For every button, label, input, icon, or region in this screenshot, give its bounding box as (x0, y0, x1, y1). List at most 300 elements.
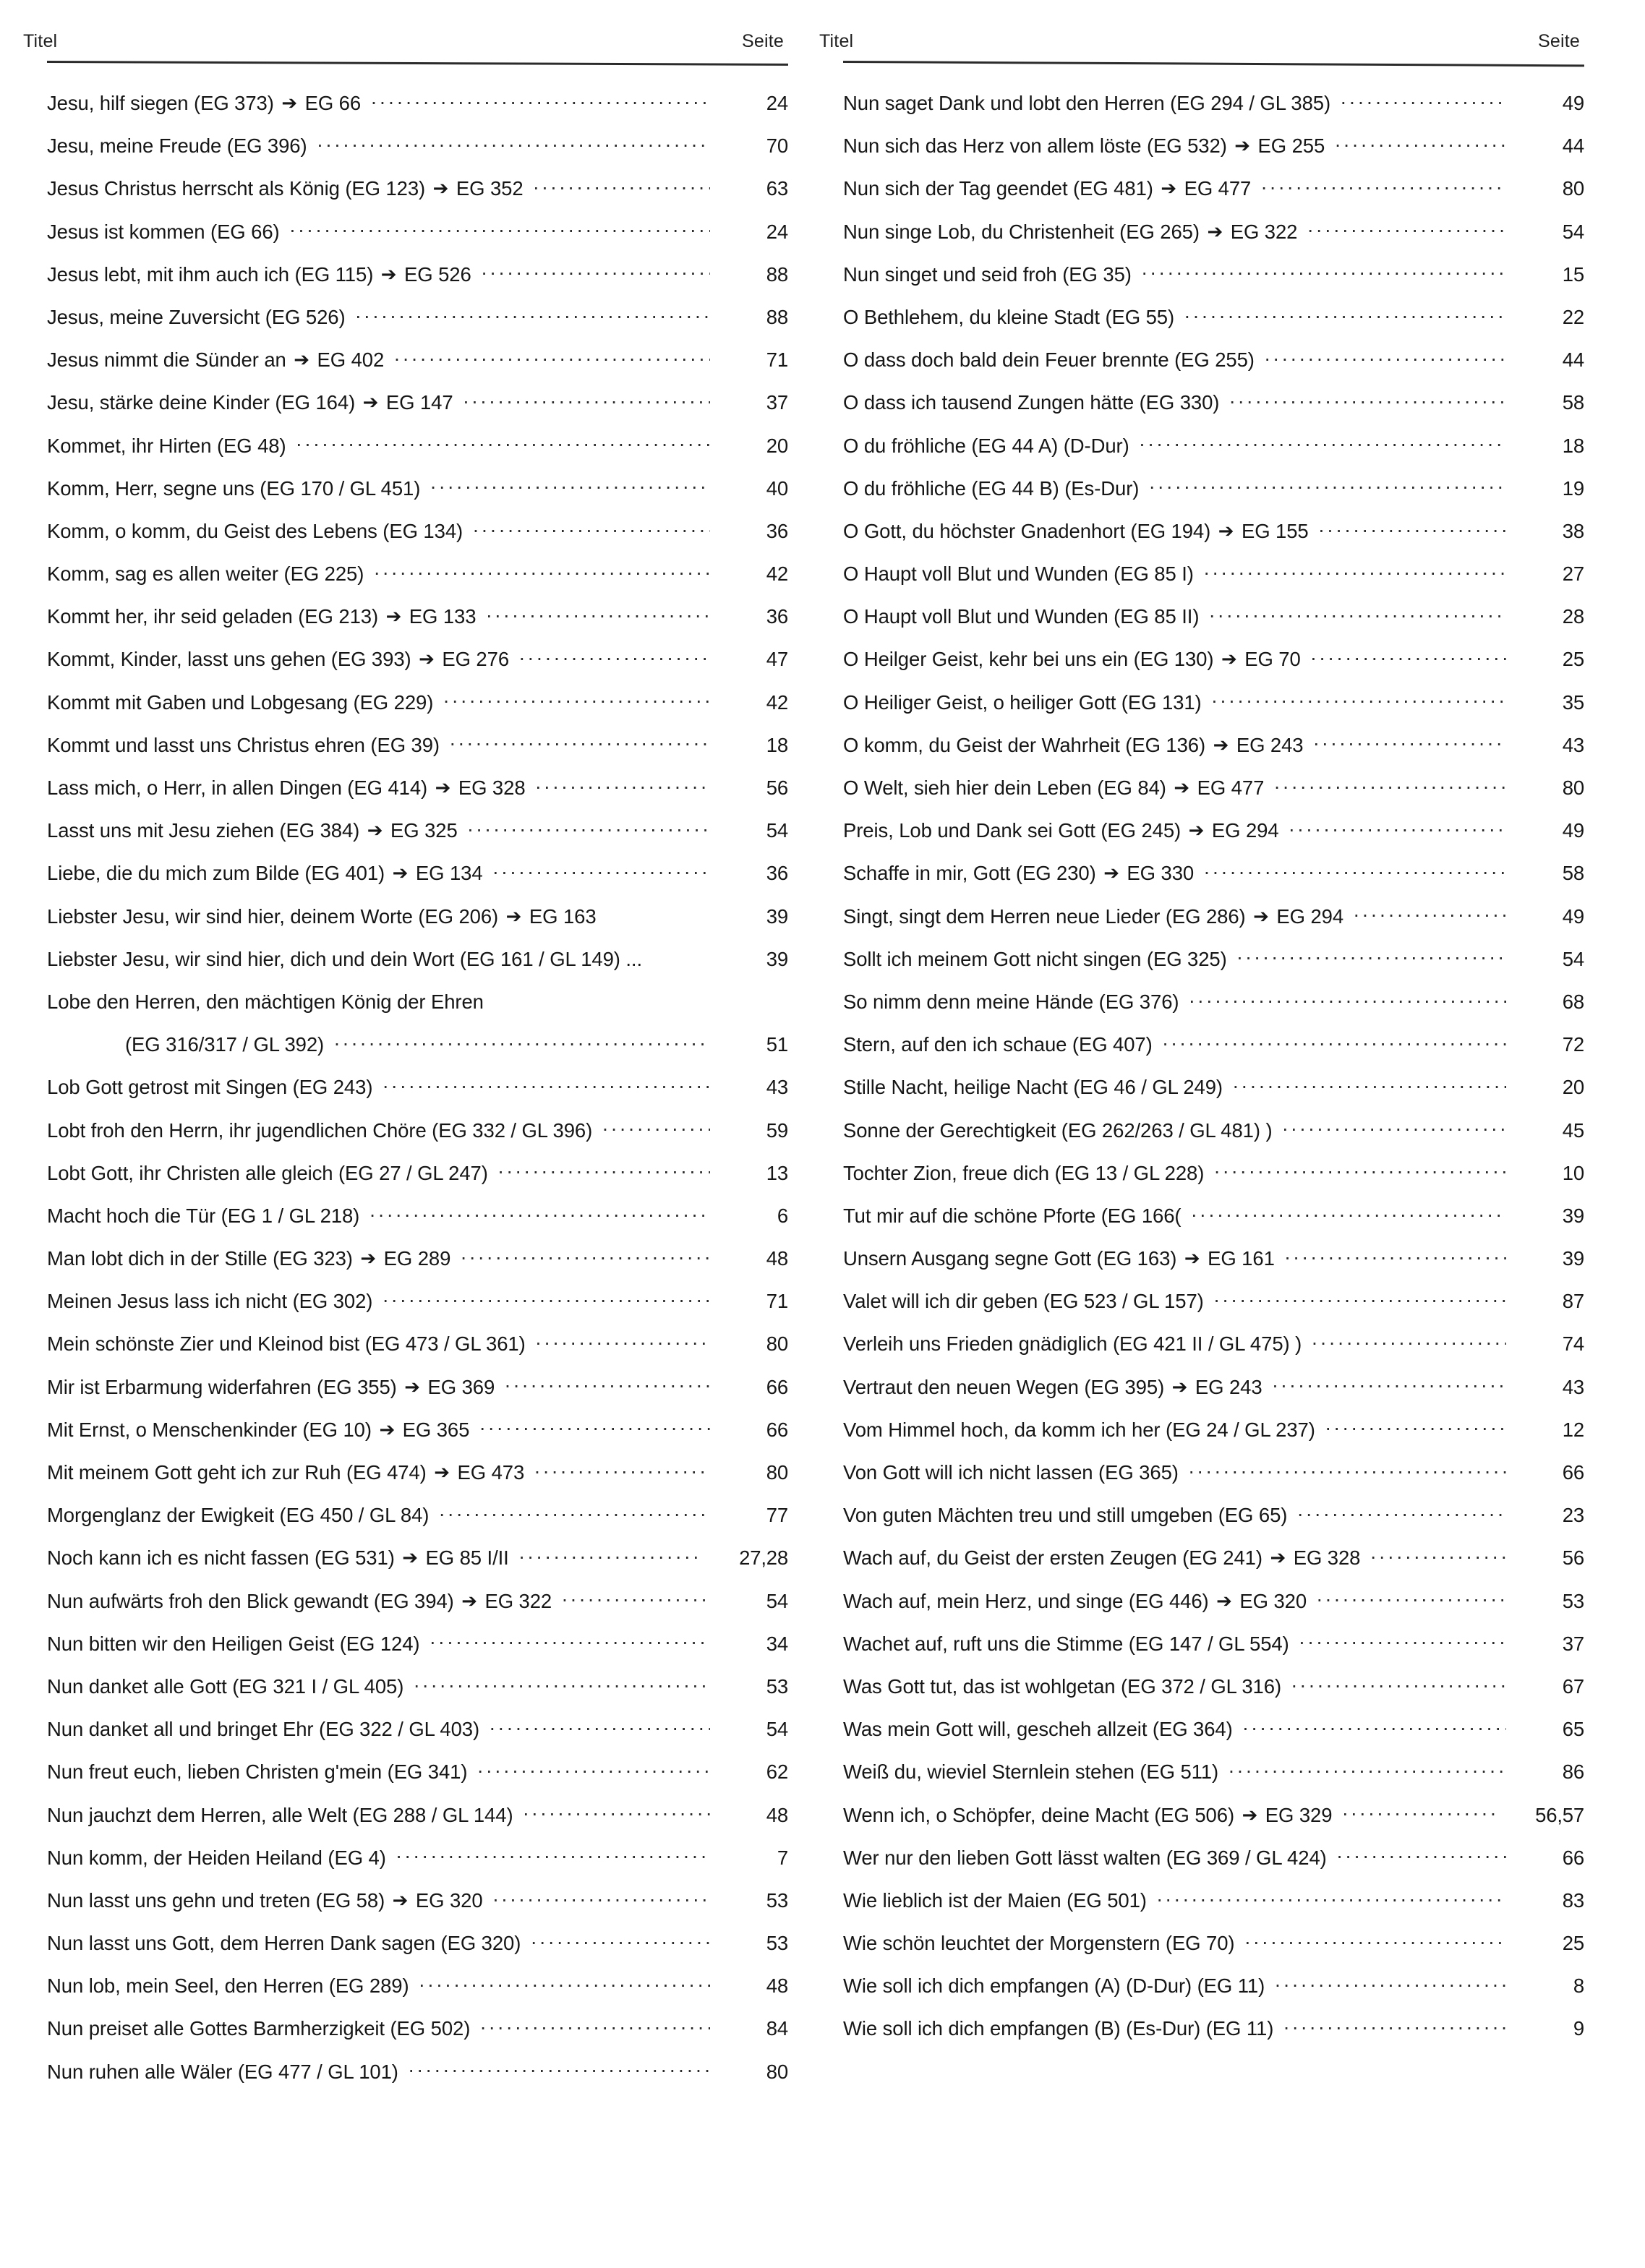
index-entry-page-number: 66 (1562, 1461, 1584, 1484)
index-entry-title: O Bethlehem, du kleine Stadt (EG 55) (843, 305, 1175, 328)
arrow-right-icon: ➔ (419, 648, 435, 670)
index-entry-row[interactable] (47, 338, 788, 381)
index-entry-row[interactable] (47, 167, 788, 210)
index-entry-title: Von guten Mächten treu und still umgeben (EG 65) (843, 1504, 1288, 1527)
index-entry-row[interactable] (843, 424, 1584, 467)
dot-leader (602, 1117, 710, 1137)
index-entry-row[interactable] (47, 1023, 788, 1066)
index-entry-title: Wie lieblich ist der Maien (EG 501) (843, 1888, 1147, 1912)
index-entry-row[interactable] (843, 510, 1584, 552)
index-entry-title: Preis, Lob und Dank sei Gott (EG 245) ➔ EG 294 (843, 819, 1279, 842)
dot-leader (652, 946, 710, 966)
index-entry-page-number: 84 (766, 2017, 788, 2040)
dot-leader (374, 561, 710, 581)
index-entry-row[interactable] (843, 1194, 1584, 1237)
index-entry-row[interactable] (843, 980, 1584, 1023)
index-entry-title: Tochter Zion, freue dich (EG 13 / GL 228) (843, 1161, 1205, 1184)
arrow-right-icon: ➔ (1174, 776, 1190, 798)
index-entry-row[interactable] (47, 1622, 788, 1665)
index-entry-row[interactable] (843, 1708, 1584, 1750)
index-entry-row[interactable] (843, 1879, 1584, 1922)
dot-leader (486, 604, 710, 624)
index-entry-page-number: 35 (1562, 690, 1584, 714)
arrow-right-icon: ➔ (294, 348, 309, 371)
index-entry-row[interactable] (843, 338, 1584, 381)
index-entry-title: Vom Himmel hoch, da komm ich her (EG 24 / GL 237) (843, 1418, 1315, 1441)
index-entry-row[interactable] (843, 1665, 1584, 1708)
column-header-title-label: Titel (819, 31, 854, 51)
dot-leader (1285, 1246, 1506, 1266)
dot-leader (1184, 304, 1506, 324)
index-entry-page-number: 18 (766, 733, 788, 756)
index-entry-page-number: 49 (1562, 904, 1584, 928)
index-entry-row[interactable] (47, 124, 788, 167)
index-entry-row[interactable] (843, 1580, 1584, 1622)
dot-leader (494, 988, 710, 1009)
dot-leader (1341, 90, 1506, 111)
index-entry-row[interactable] (47, 895, 788, 938)
index-entry-row[interactable] (47, 766, 788, 809)
dot-leader (1307, 218, 1506, 239)
dot-leader (1313, 732, 1506, 752)
index-entry-page-number: 48 (766, 1247, 788, 1270)
index-entry-row[interactable] (47, 681, 788, 724)
index-entry-title: Lass mich, o Herr, in allen Dingen (EG 414) ➔ EG 328 (47, 776, 526, 799)
dot-leader (1140, 432, 1506, 453)
index-entry-page-number: 54 (766, 1589, 788, 1612)
index-entry-page-number: 9 (1573, 2017, 1584, 2040)
index-entry-title: Kommt, Kinder, lasst uns gehen (EG 393) ➔ EG 276 (47, 648, 510, 671)
dot-leader (562, 1588, 710, 1608)
index-entry-row[interactable] (843, 1322, 1584, 1365)
index-entry-row[interactable] (47, 467, 788, 510)
index-entry-row[interactable] (843, 595, 1584, 638)
arrow-right-icon: ➔ (281, 92, 298, 114)
index-entry-page-number: 53 (766, 1888, 788, 1912)
index-entry-row[interactable] (47, 1194, 788, 1237)
arrow-right-icon: ➔ (1253, 904, 1269, 927)
dot-leader (356, 304, 710, 324)
index-entry-title: Was mein Gott will, gescheh allzeit (EG 364) (843, 1718, 1233, 1741)
index-entry-row[interactable] (843, 809, 1584, 852)
dot-leader (1319, 518, 1506, 538)
dot-leader (1233, 1074, 1506, 1095)
arrow-right-icon: ➔ (1207, 220, 1223, 242)
index-entry-row[interactable] (47, 1794, 788, 1836)
index-entry-title: Komm, sag es allen weiter (EG 225) (47, 562, 364, 586)
index-entry-page-number: 63 (766, 177, 788, 200)
index-entry-row[interactable] (843, 210, 1584, 253)
index-entry-row[interactable] (843, 1280, 1584, 1322)
index-entry-row[interactable] (47, 938, 788, 980)
index-entry-row[interactable] (843, 766, 1584, 809)
index-entry-row[interactable] (843, 1750, 1584, 1793)
index-entry-row[interactable] (47, 1922, 788, 1964)
index-entry-row[interactable] (47, 1280, 788, 1322)
index-entry-row[interactable] (843, 1922, 1584, 1964)
index-entry-title: Jesu, stärke deine Kinder (EG 164) ➔ EG 147 (47, 391, 453, 414)
index-entry-title: (EG 316/317 / GL 392) (125, 1033, 325, 1056)
index-entry-page-number: 36 (766, 519, 788, 542)
index-entry-title: Schaffe in mir, Gott (EG 230) ➔ EG 330 (843, 862, 1195, 885)
index-entry-page-number: 74 (1562, 1332, 1584, 1356)
dot-leader (534, 176, 710, 196)
dot-leader (414, 1673, 710, 1693)
index-entry-title: Weiß du, wieviel Sternlein stehen (EG 511) (843, 1760, 1219, 1784)
index-entry-page-number: 25 (1562, 648, 1584, 671)
index-entry-row[interactable] (843, 253, 1584, 296)
index-entry-row[interactable] (47, 2050, 788, 2093)
index-entry-title: Nun singet und seid froh (EG 35) (843, 262, 1132, 286)
index-entry-row[interactable] (47, 724, 788, 766)
dot-leader (519, 646, 710, 667)
index-entry-row[interactable] (843, 1964, 1584, 2007)
dot-leader (1214, 1288, 1506, 1309)
index-entry-page-number: 25 (1562, 1932, 1584, 1955)
index-entry-title: Noch kann ich es nicht fassen (EG 531) ➔ EG 85 I/II (47, 1546, 509, 1570)
index-entry-page-number: 56,57 (1535, 1803, 1584, 1826)
index-entry-page-number: 13 (766, 1161, 788, 1184)
index-entry-title: Liebe, die du mich zum Bilde (EG 401) ➔ EG 134 (47, 862, 483, 885)
index-entry-title: Was Gott tut, das ist wohlgetan (EG 372 / GL 316) (843, 1674, 1281, 1698)
arrow-right-icon: ➔ (367, 819, 383, 842)
index-entry-row[interactable] (47, 1066, 788, 1108)
index-entry-title: Jesu, meine Freude (EG 396) (47, 134, 307, 158)
dot-leader (1191, 1202, 1506, 1223)
index-entry-row[interactable] (47, 638, 788, 680)
index-entry-row[interactable] (47, 1708, 788, 1750)
index-entry-title: Meinen Jesus lass ich nicht (EG 302) (47, 1290, 373, 1313)
dot-leader (1229, 1759, 1506, 1779)
index-entry-page-number: 70 (766, 134, 788, 158)
index-entry-title: Jesus, meine Zuversicht (EG 526) (47, 305, 346, 328)
index-entry-page-number: 53 (766, 1932, 788, 1955)
index-column-right (819, 20, 1584, 2268)
index-entry-page-number: 34 (766, 1632, 788, 1655)
index-entry-title: Kommt und lasst uns Christus ehren (EG 39) (47, 733, 440, 756)
index-entry-title: Vertraut den neuen Wegen (EG 395) ➔ EG 243 (843, 1375, 1262, 1398)
index-entry-row[interactable] (843, 724, 1584, 766)
arrow-right-icon: ➔ (380, 262, 397, 285)
index-entry-row[interactable] (843, 296, 1584, 338)
dot-leader (430, 1630, 711, 1651)
index-entry-page-number: 22 (1562, 305, 1584, 328)
index-entry-row[interactable] (843, 1066, 1584, 1108)
index-entry-row[interactable] (47, 1580, 788, 1622)
index-entry-row[interactable] (47, 1451, 788, 1494)
column-header-left (23, 20, 788, 52)
index-entry-title: Macht hoch die Tür (EG 1 / GL 218) (47, 1204, 360, 1227)
index-entry-title: Man lobt dich in der Stille (EG 323) ➔ EG 289 (47, 1247, 451, 1270)
index-entry-title: Kommet, ihr Hirten (EG 48) (47, 434, 286, 457)
dot-leader (536, 1331, 710, 1351)
index-entry-title: Nun preiset alle Gottes Barmherzigkeit (EG 502) (47, 2017, 471, 2040)
dot-leader (1189, 988, 1506, 1009)
index-entry-row[interactable] (47, 424, 788, 467)
dot-leader (1297, 1502, 1506, 1523)
index-entry-page-number: 54 (1562, 220, 1584, 243)
dot-leader (493, 860, 710, 881)
index-entry-row[interactable] (47, 381, 788, 424)
index-entry-page-number: 39 (766, 904, 788, 928)
index-entry-page-number: 39 (766, 947, 788, 970)
index-entry-row[interactable] (843, 1451, 1584, 1494)
dot-leader (450, 732, 710, 752)
dot-leader (369, 1202, 710, 1223)
dot-leader (1370, 1545, 1506, 1565)
index-entry-page-number: 56 (1562, 1546, 1584, 1570)
index-entry-title: Jesus ist kommen (EG 66) (47, 220, 280, 243)
index-entry-page-number: 39 (1562, 1247, 1584, 1270)
index-entry-row[interactable] (47, 1836, 788, 1879)
index-entry-title: Tut mir auf die schöne Pforte (EG 166( (843, 1204, 1182, 1227)
index-entry-title: Singt, singt dem Herren neue Lieder (EG 286) ➔ EG 294 (843, 904, 1344, 928)
index-entry-title: Sollt ich meinem Gott nicht singen (EG 325) (843, 947, 1227, 970)
index-entry-page-number: 71 (766, 1290, 788, 1313)
index-entry-page-number: 65 (1562, 1718, 1584, 1741)
index-entry-title: Nun bitten wir den Heiligen Geist (EG 124) (47, 1632, 420, 1655)
index-entry-title: Mit meinem Gott geht ich zur Ruh (EG 474) ➔ EG 473 (47, 1461, 525, 1484)
index-entry-title: O dass ich tausend Zungen hätte (EG 330) (843, 391, 1220, 414)
arrow-right-icon: ➔ (461, 1589, 477, 1612)
index-entry-row[interactable] (47, 1366, 788, 1408)
dot-leader (1354, 903, 1506, 923)
index-entry-page-number: 23 (1562, 1504, 1584, 1527)
index-entry-row[interactable] (47, 1665, 788, 1708)
index-entry-row[interactable] (843, 852, 1584, 894)
dot-leader (1149, 475, 1506, 495)
index-entry-page-number: 80 (766, 1332, 788, 1356)
index-entry-row[interactable] (47, 1536, 788, 1579)
index-entry-list-left (47, 82, 788, 2093)
index-entry-row[interactable] (47, 1237, 788, 1280)
index-entry-page-number: 48 (766, 1974, 788, 1998)
index-entry-row[interactable] (47, 1750, 788, 1793)
index-entry-page-number: 28 (1562, 605, 1584, 628)
index-entry-title: Kommt mit Gaben und Lobgesang (EG 229) (47, 690, 434, 714)
index-entry-title: O Welt, sieh hier dein Leben (EG 84) ➔ EG 477 (843, 776, 1265, 799)
dot-leader (1189, 1460, 1506, 1480)
index-entry-page-number: 48 (766, 1803, 788, 1826)
index-entry-title: Verleih uns Frieden gnädiglich (EG 421 II / GL 475) ) (843, 1332, 1302, 1356)
column-header-title-label: Titel (23, 31, 58, 51)
index-entry-title: Nun danket alle Gott (EG 321 I / GL 405) (47, 1674, 404, 1698)
dot-leader (1325, 1416, 1506, 1437)
dot-leader (430, 475, 710, 495)
index-entry-page-number: 37 (766, 391, 788, 414)
arrow-right-icon: ➔ (505, 904, 522, 927)
index-entry-title: Stern, auf den ich schaue (EG 407) (843, 1033, 1153, 1056)
index-entry-page-number: 56 (766, 776, 788, 799)
index-entry-row[interactable] (843, 2007, 1584, 2050)
dot-leader (1209, 604, 1506, 624)
index-entry-page-number: 15 (1562, 262, 1584, 286)
index-entry-title: O du fröhliche (EG 44 B) (Es-Dur) (843, 476, 1140, 500)
index-entry-row[interactable] (843, 938, 1584, 980)
index-entry-row[interactable] (47, 1152, 788, 1194)
arrow-right-icon: ➔ (1184, 1247, 1200, 1270)
index-entry-row[interactable] (47, 82, 788, 124)
index-entry-row[interactable] (843, 1023, 1584, 1066)
index-entry-title: Jesus Christus herrscht als König (EG 123) ➔ EG 352 (47, 177, 524, 200)
index-entry-row[interactable] (47, 1109, 788, 1152)
index-entry-row[interactable] (843, 1237, 1584, 1280)
index-entry-title: Nun freut euch, lieben Christen g'mein (EG 341) (47, 1760, 468, 1784)
index-entry-page-number: 66 (766, 1375, 788, 1398)
dot-leader (383, 1288, 710, 1309)
index-entry-row[interactable] (47, 1408, 788, 1451)
index-entry-row[interactable] (47, 210, 788, 253)
arrow-right-icon: ➔ (1103, 862, 1119, 884)
index-entry-page-number: 43 (1562, 1375, 1584, 1398)
index-entry-row[interactable] (843, 1494, 1584, 1536)
index-entry-page-number: 39 (1562, 1204, 1584, 1227)
index-entry-page-number: 42 (766, 690, 788, 714)
index-entry-title: Von Gott will ich nicht lassen (EG 365) (843, 1461, 1179, 1484)
index-entry-row[interactable] (47, 552, 788, 595)
index-entry-page-number: 27,28 (739, 1546, 788, 1570)
index-entry-row[interactable] (47, 809, 788, 852)
index-entry-page-number: 45 (1562, 1118, 1584, 1142)
index-entry-title: Mit Ernst, o Menschenkinder (EG 10) ➔ EG 365 (47, 1418, 470, 1441)
index-entry-row[interactable] (47, 1964, 788, 2007)
index-entry-title: Nun ruhen alle Wäler (EG 477 / GL 101) (47, 2060, 398, 2083)
index-entry-title: Liebster Jesu, wir sind hier, deinem Worte (EG 206) ➔ EG 163 (47, 904, 597, 928)
dot-leader (480, 2016, 710, 2036)
index-entry-title: Stille Nacht, heilige Nacht (EG 46 / GL 249) (843, 1076, 1223, 1099)
index-entry-title: Jesus lebt, mit ihm auch ich (EG 115) ➔ EG 526 (47, 262, 471, 286)
index-entry-page-number: 49 (1562, 92, 1584, 114)
arrow-right-icon: ➔ (1221, 648, 1237, 670)
index-entry-row[interactable] (843, 124, 1584, 167)
index-entry-title: Wie soll ich dich empfangen (A) (D-Dur) (EG 11) (843, 1974, 1265, 1998)
dot-leader (1335, 133, 1506, 153)
arrow-right-icon: ➔ (432, 177, 449, 200)
index-entry-row[interactable] (47, 296, 788, 338)
index-entry-page-number: 40 (766, 476, 788, 500)
dot-leader (1204, 561, 1506, 581)
dot-leader (1274, 775, 1506, 795)
index-entry-row[interactable] (843, 1152, 1584, 1194)
index-entry-row[interactable] (843, 82, 1584, 124)
index-entry-title: Nun saget Dank und lobt den Herren (EG 294 / GL 385) (843, 92, 1331, 114)
index-entry-row[interactable] (47, 253, 788, 296)
index-entry-title: Wie schön leuchtet der Morgenstern (EG 70) (843, 1932, 1235, 1955)
index-entry-title: Nun lasst uns gehn und treten (EG 58) ➔ EG 320 (47, 1888, 483, 1912)
index-entry-title: Kommt her, ihr seid geladen (EG 213) ➔ EG 133 (47, 605, 477, 628)
index-entry-row[interactable] (843, 681, 1584, 724)
index-entry-title: Jesus nimmt die Sünder an ➔ EG 402 (47, 348, 385, 372)
index-entry-title: Komm, o komm, du Geist des Lebens (EG 134) (47, 519, 463, 542)
dot-leader (1163, 1032, 1506, 1052)
dot-leader (490, 1716, 710, 1737)
dot-leader (419, 1973, 710, 1993)
index-entry-title: Wenn ich, o Schöpfer, deine Macht (EG 506) ➔ EG 329 (843, 1803, 1333, 1826)
dot-leader (290, 218, 710, 239)
index-entry-row[interactable] (843, 1366, 1584, 1408)
index-entry-page-number: 58 (1562, 862, 1584, 885)
dot-leader (1283, 1117, 1506, 1137)
index-entry-page-number: 58 (1562, 391, 1584, 414)
index-entry-row[interactable] (843, 552, 1584, 595)
dot-leader (394, 347, 710, 367)
index-entry-title: Nun lasst uns Gott, dem Herren Dank sagen (EG 320) (47, 1932, 521, 1955)
dot-leader (1142, 261, 1506, 281)
index-entry-row[interactable] (843, 1622, 1584, 1665)
index-entry-title: O Heilger Geist, kehr bei uns ein (EG 130) ➔ EG 70 (843, 648, 1301, 671)
index-entry-row[interactable] (47, 1879, 788, 1922)
dot-leader (1229, 390, 1506, 410)
index-entry-page-number: 54 (1562, 947, 1584, 970)
index-column-left (23, 20, 788, 2268)
index-entry-row[interactable] (843, 1836, 1584, 1879)
column-header-right (819, 20, 1584, 52)
index-entry-page-number: 43 (1562, 733, 1584, 756)
dot-leader (1311, 646, 1506, 667)
index-entry-page-number: 24 (766, 92, 788, 114)
index-entry-row[interactable] (843, 895, 1584, 938)
index-entry-row[interactable] (843, 638, 1584, 680)
index-entry-row[interactable] (47, 2007, 788, 2050)
dot-leader (1337, 1844, 1506, 1865)
arrow-right-icon: ➔ (379, 1418, 396, 1440)
header-divider-rule (843, 61, 1584, 67)
index-entry-page-number: 54 (766, 1718, 788, 1741)
index-entry-row[interactable] (47, 1322, 788, 1365)
index-entry-title: Nun lob, mein Seel, den Herren (EG 289) (47, 1974, 409, 1998)
arrow-right-icon: ➔ (434, 1461, 450, 1483)
index-entry-page-number: 87 (1562, 1290, 1584, 1313)
dot-leader (1157, 1887, 1506, 1907)
index-entry-row[interactable] (843, 1109, 1584, 1152)
index-entry-title: O Heiliger Geist, o heiliger Gott (EG 131) (843, 690, 1202, 714)
dot-leader (439, 1502, 710, 1523)
index-entry-page-number: 80 (766, 2060, 788, 2083)
dot-leader (317, 133, 710, 153)
index-entry-row[interactable] (843, 467, 1584, 510)
index-entry-row[interactable] (843, 1536, 1584, 1579)
index-entry-row[interactable] (47, 1494, 788, 1536)
dot-leader (461, 1246, 710, 1266)
index-entry-row[interactable] (47, 852, 788, 894)
index-entry-row[interactable] (843, 381, 1584, 424)
index-entry-list-right (843, 82, 1584, 2050)
index-entry-page-number: 80 (1562, 177, 1584, 200)
arrow-right-icon: ➔ (1234, 134, 1250, 157)
index-entry-title: Nun singe Lob, du Christenheit (EG 265) ➔ EG 322 (843, 220, 1298, 243)
arrow-right-icon: ➔ (1171, 1375, 1188, 1398)
index-entry-row[interactable] (47, 510, 788, 552)
arrow-right-icon: ➔ (392, 862, 409, 884)
column-header-page-label: Seite (1538, 31, 1580, 51)
index-entry-title: Lob Gott getrost mit Singen (EG 243) (47, 1076, 373, 1099)
index-entry-row[interactable] (843, 167, 1584, 210)
index-entry-title: Wer nur den lieben Gott lässt walten (EG 369 / GL 424) (843, 1846, 1327, 1869)
index-entry-page-number: 43 (766, 1076, 788, 1099)
index-entry-page-number: 53 (766, 1674, 788, 1698)
index-entry-row[interactable] (843, 1794, 1584, 1836)
header-divider-rule (47, 61, 788, 66)
index-entry-row[interactable] (843, 1408, 1584, 1451)
index-entry-row[interactable] (47, 595, 788, 638)
index-entry-row[interactable] (47, 980, 788, 1023)
dot-leader (1312, 1331, 1506, 1351)
dot-leader (1237, 946, 1506, 966)
index-entry-title: Wach auf, mein Herz, und singe (EG 446) ➔ EG 320 (843, 1589, 1307, 1612)
dot-leader (296, 432, 710, 453)
dot-leader (1243, 1716, 1506, 1737)
index-entry-page-number: 68 (1562, 990, 1584, 1013)
